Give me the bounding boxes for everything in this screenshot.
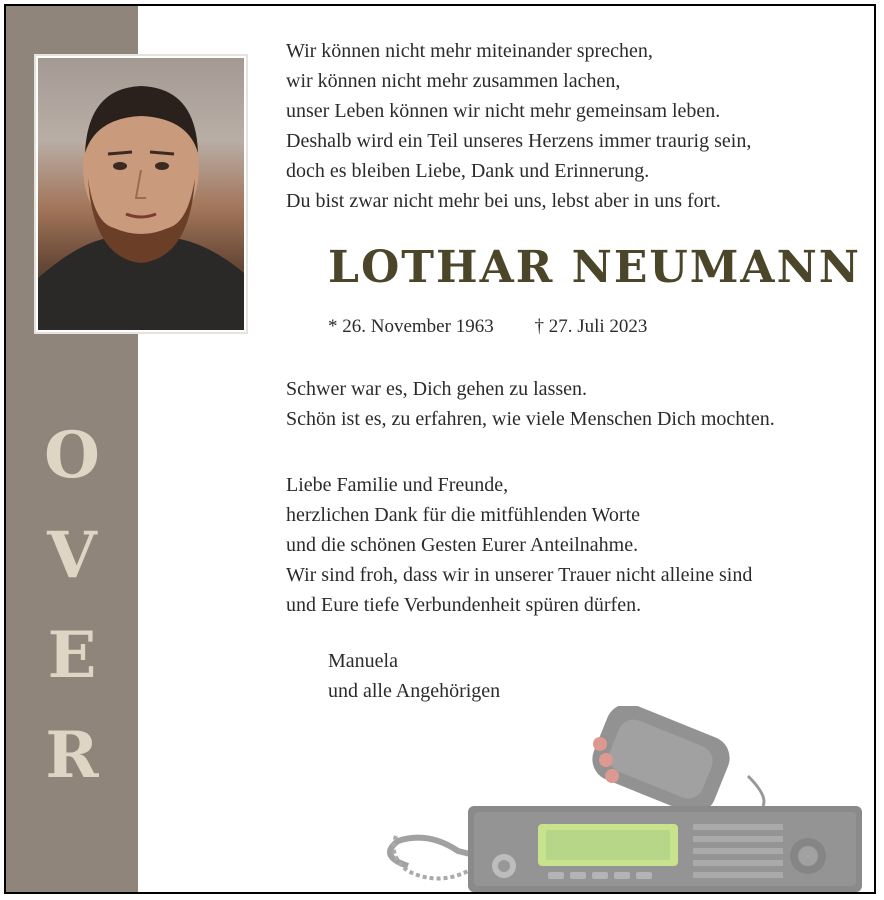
portrait-photo	[38, 58, 244, 330]
farewell-paragraph: Schwer war es, Dich gehen zu lassen. Schön ist es, zu erfahren, wie viele Menschen Dich mochten.	[286, 378, 775, 430]
life-dates	[328, 316, 683, 338]
death-date: † 27. Juli 2023	[534, 316, 648, 337]
cb-radio-icon	[368, 706, 868, 894]
signature: Manuela und alle Angehörigen	[328, 650, 501, 702]
memorial-verse: Wir können nicht mehr miteinander sprechen, wir können nicht mehr zusammen lachen, unser Leben können wir nicht mehr gemeinsam leben. Deshalb wird ein Teil unseres Herzens immer traurig sein, doch es bleiben Liebe, Dank und Erinnerung. Du bist zwar nicht mehr bei uns, lebst aber in uns fort.	[286, 40, 752, 212]
sidebar-letter: O	[44, 418, 100, 493]
portrait-frame	[34, 54, 248, 334]
sidebar-letters	[6, 406, 138, 806]
birth-date: * 26. November 1963	[328, 316, 494, 337]
deceased-name: LOTHAR NEUMANN	[328, 242, 862, 293]
portrait-icon	[38, 58, 244, 330]
obituary-frame	[4, 4, 876, 894]
sidebar-letter: V	[47, 518, 97, 593]
thanks-paragraph: Liebe Familie und Freunde, herzlichen Dank für die mitfühlenden Worte und die schönen Gesten Eurer Anteilnahme. Wir sind froh, dass wir in unserer Trauer nicht alleine sind und Eure tiefe Verbundenheit spüren dürfen.	[286, 474, 753, 616]
sidebar-letter: R	[45, 718, 99, 793]
sidebar-letter: E	[47, 618, 97, 693]
